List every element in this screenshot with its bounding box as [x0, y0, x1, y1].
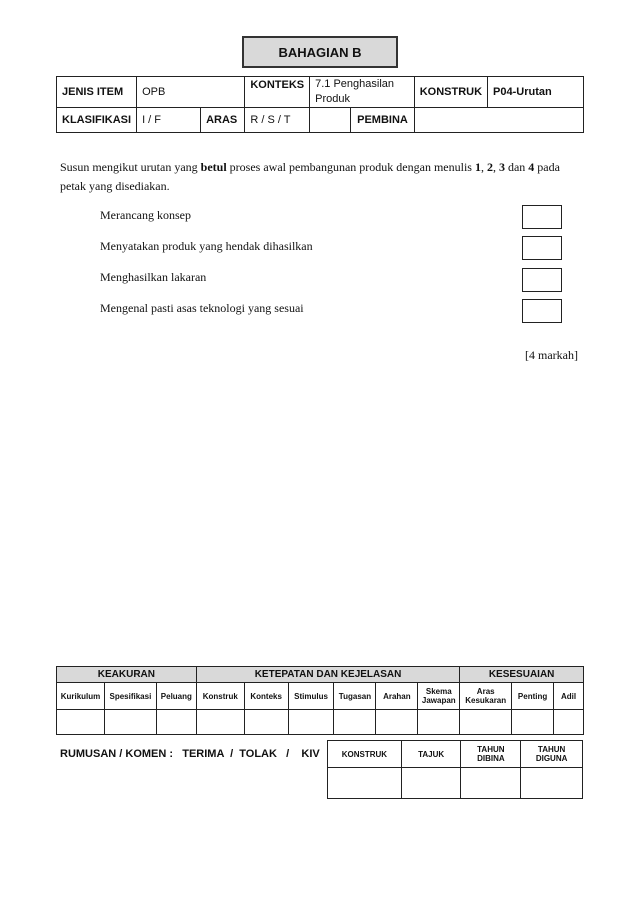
question-text: Susun mengikut urutan yang betul proses awal pembangunan produk dengan menulis 1, 2, 3 dan 4 pada petak yang disediakan.: [60, 160, 560, 193]
klasifikasi-value: I / F: [142, 114, 162, 126]
answer-box-1[interactable]: [522, 205, 562, 229]
col-adil: Adil: [554, 683, 584, 710]
jenis-item-value: OPB: [137, 77, 245, 108]
konstruk-value: P04-Urutan: [488, 77, 584, 108]
option-2: Menyatakan produk yang hendak dihasilkan: [100, 239, 313, 253]
col-arahan: Arahan: [376, 683, 418, 710]
col-konteks: Konteks: [244, 683, 288, 710]
answer-box-2[interactable]: [522, 236, 562, 260]
col-tugasan: Tugasan: [334, 683, 376, 710]
jenis-item-label: JENIS ITEM: [57, 77, 137, 108]
group-ketepatan: KETEPATAN DAN KEJELASAN: [196, 667, 459, 683]
col-skema-jawapan: Skema Jawapan: [418, 683, 460, 710]
rumusan-label: RUMUSAN / KOMEN : TERIMA / TOLAK / KIV: [60, 748, 320, 760]
rum-col-tajuk: TAJUK: [401, 741, 461, 768]
konteks-label: KONTEKS: [245, 77, 310, 108]
rum-cell-tajuk[interactable]: [401, 768, 461, 799]
cell-aras-kesukaran[interactable]: [460, 710, 512, 735]
konstruk-label: KONSTRUK: [414, 77, 487, 108]
evaluation-table: [56, 666, 584, 735]
cell-penting[interactable]: [512, 710, 554, 735]
option-3: Menghasilkan lakaran: [100, 270, 207, 284]
col-kurikulum: Kurikulum: [57, 683, 105, 710]
col-stimulus: Stimulus: [288, 683, 334, 710]
pembina-value[interactable]: [414, 108, 583, 133]
answer-box-3[interactable]: [522, 268, 562, 292]
cell-konstruk[interactable]: [196, 710, 244, 735]
aras-value: R / S / T: [245, 108, 310, 133]
rum-cell-tahun-diguna[interactable]: [521, 768, 583, 799]
konteks-value: 7.1 Penghasilan Produk: [310, 77, 415, 108]
cell-tugasan[interactable]: [334, 710, 376, 735]
col-spesifikasi: Spesifikasi: [104, 683, 156, 710]
group-kesesuaian: KESESUAIAN: [460, 667, 584, 683]
option-4: Mengenal pasti asas teknologi yang sesuai: [100, 301, 304, 315]
option-1: Merancang konsep: [100, 208, 191, 222]
cell-skema-jawapan[interactable]: [418, 710, 460, 735]
rum-cell-konstruk[interactable]: [328, 768, 402, 799]
marks-label: [4 markah]: [525, 348, 578, 362]
col-peluang: Peluang: [156, 683, 196, 710]
cell-peluang[interactable]: [156, 710, 196, 735]
aras-label: ARAS: [200, 108, 237, 132]
cell-spesifikasi[interactable]: [104, 710, 156, 735]
rum-cell-tahun-dibina[interactable]: [461, 768, 521, 799]
rumusan-table: [327, 740, 583, 799]
cell-kurikulum[interactable]: [57, 710, 105, 735]
col-konstruk: Konstruk: [196, 683, 244, 710]
cell-adil[interactable]: [554, 710, 584, 735]
cell-konteks[interactable]: [244, 710, 288, 735]
rum-col-tahun-diguna: TAHUN DIGUNA: [521, 741, 583, 768]
pembina-label: PEMBINA: [350, 108, 408, 132]
rum-col-tahun-dibina: TAHUN DIBINA: [461, 741, 521, 768]
section-title: BAHAGIAN B: [242, 36, 398, 68]
group-keakuran: KEAKURAN: [57, 667, 197, 683]
col-penting: Penting: [512, 683, 554, 710]
answer-box-4[interactable]: [522, 299, 562, 323]
klasifikasi-label: KLASIFIKASI: [57, 108, 137, 133]
rum-col-konstruk: KONSTRUK: [328, 741, 402, 768]
cell-stimulus[interactable]: [288, 710, 334, 735]
col-aras-kesukaran: Aras Kesukaran: [460, 683, 512, 710]
item-meta-table: [56, 76, 584, 133]
cell-arahan[interactable]: [376, 710, 418, 735]
